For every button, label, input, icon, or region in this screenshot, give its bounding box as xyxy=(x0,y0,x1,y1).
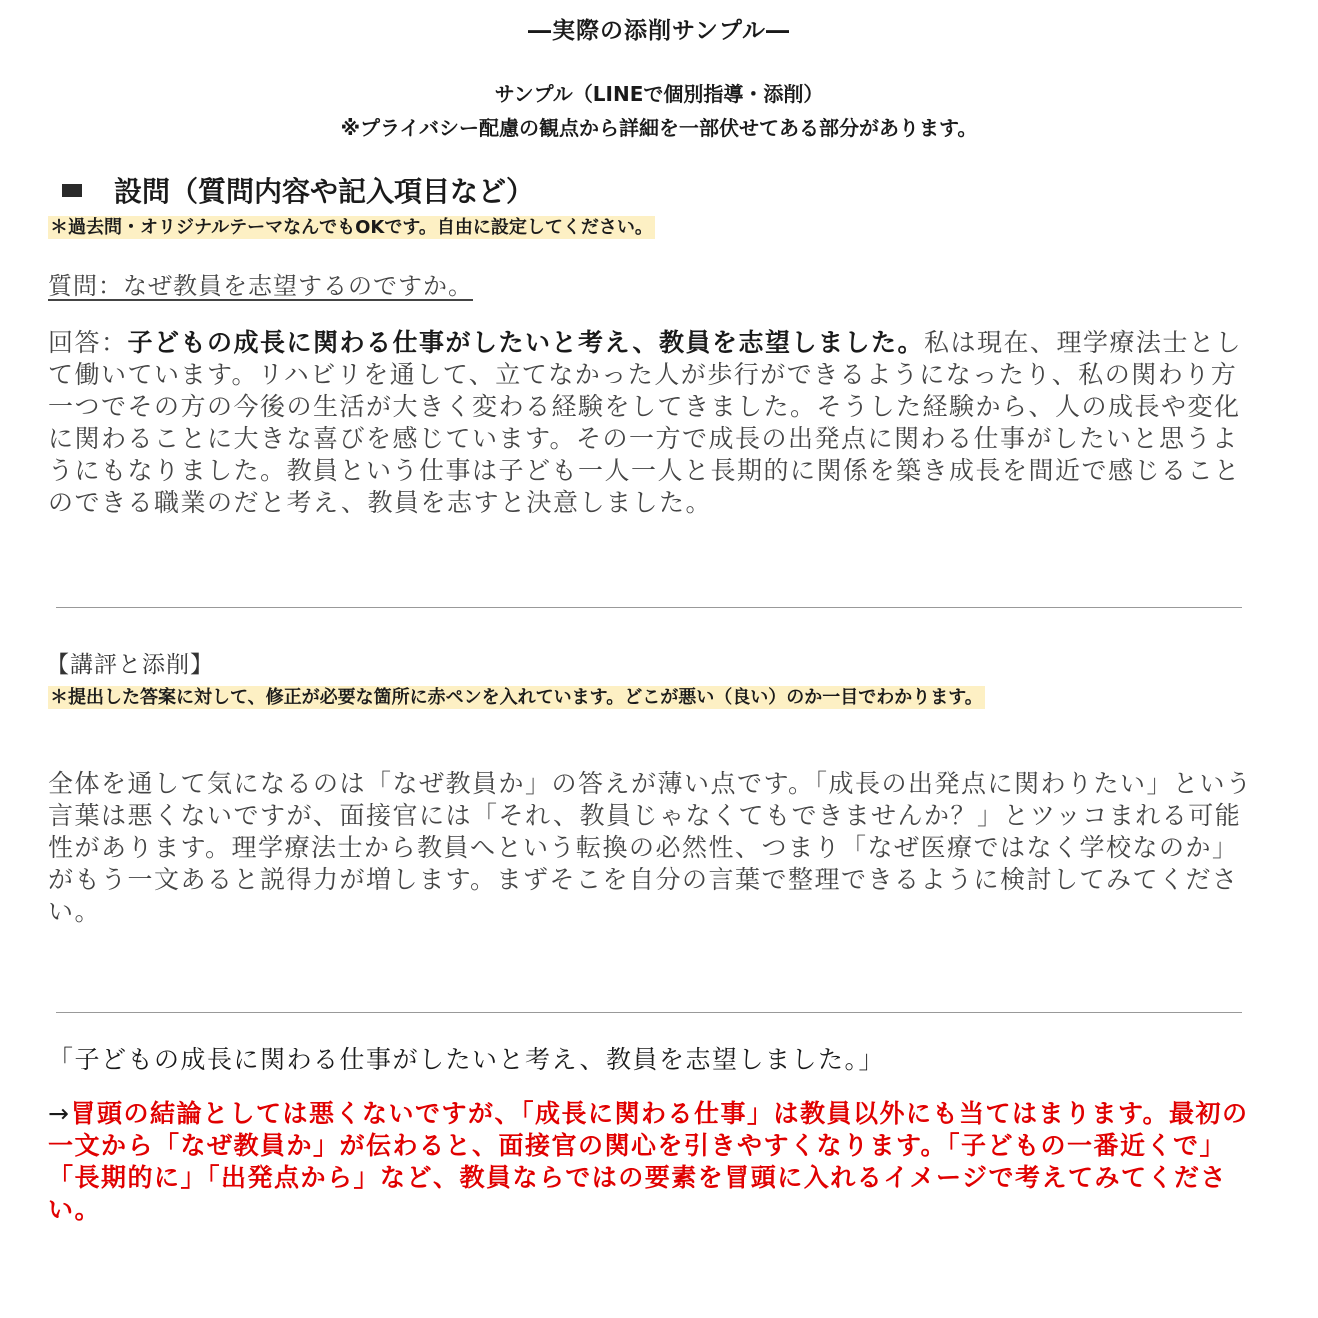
divider xyxy=(56,1012,1242,1013)
review-note xyxy=(48,684,1248,712)
answer-lead: 子どもの成長に関わる仕事がしたいと考え、教員を志望しました。 xyxy=(127,328,925,357)
page-subtitle: サンプル（LINEで個別指導・添削） xyxy=(494,82,824,106)
privacy-note: ※プライバシー配慮の観点から詳細を一部伏せてある部分があります。 xyxy=(340,116,978,140)
quoted-sentence: 「子どもの成長に関わる仕事がしたいと考え、教員を志望しました。」 xyxy=(48,1045,886,1074)
answer-rest: 私は現在、理学療法士として働いています。リハビリを通して、立てなかった人が歩行ができるようになったり、私の関わり方一つでその方の今後の生活が大きく変わる経験をしてきました。そうした経験から、人の成長や変化に関わることに大きな喜びを感じています。その一方で成長の出発点に関わる仕事がしたいと思うようにもなりました。教員という仕事は子ども一人一人と長期的に関係を築き成長を間近で感じることのできる職業のだと考え、教員を志すと決意しました。 xyxy=(48,328,1243,517)
answer-text xyxy=(48,327,1258,519)
review-section-heading: 【講評と添削】 xyxy=(46,652,214,678)
divider xyxy=(56,607,1242,608)
page-title: ―実際の添削サンプル― xyxy=(528,18,790,44)
question-text: 質問：なぜ教員を志望するのですか。 xyxy=(48,272,473,300)
overall-review-text: 全体を通して気になるのは「なぜ教員か」の答えが薄い点です。「成長の出発点に関わりたい」という言葉は悪くないですが、面接官には「それ、教員じゃなくてもできませんか？」とツッコまれる可能性があります。理学療法士から教員へという転換の必然性、つまり「なぜ医療ではなく学校なのか」がもう一文あると説得力が増します。まずそこを自分の言葉で整理できるように検討してみてください。 xyxy=(48,769,1253,926)
red-pen-comment xyxy=(48,1098,1258,1226)
question-note xyxy=(48,214,655,242)
question-section-heading xyxy=(62,170,534,210)
question-note-text: ＊過去問・オリジナルテーマなんでもOKです。自由に設定してください。 xyxy=(50,217,653,238)
arrow-right-icon: → xyxy=(48,1099,71,1128)
review-note-text: ＊提出した答案に対して、修正が必要な箇所に赤ペンを入れています。どこが悪い（良い）のか一目でわかります。 xyxy=(50,687,983,708)
square-bullet-icon xyxy=(62,184,82,197)
answer-label: 回答： xyxy=(48,328,128,357)
question-section-heading-text: 設問（質問内容や記入項目など） xyxy=(114,175,535,208)
red-pen-comment-text: 冒頭の結論としては悪くないですが、「成長に関わる仕事」は教員以外にも当てはまります。最初の一文から「なぜ教員か」が伝わると、面接官の関心を引きやすくなります。「子どもの一番近くで」「長期的に」「出発点から」など、教員ならではの要素を冒頭に入れるイメージで考えてみてください。 xyxy=(48,1099,1249,1224)
